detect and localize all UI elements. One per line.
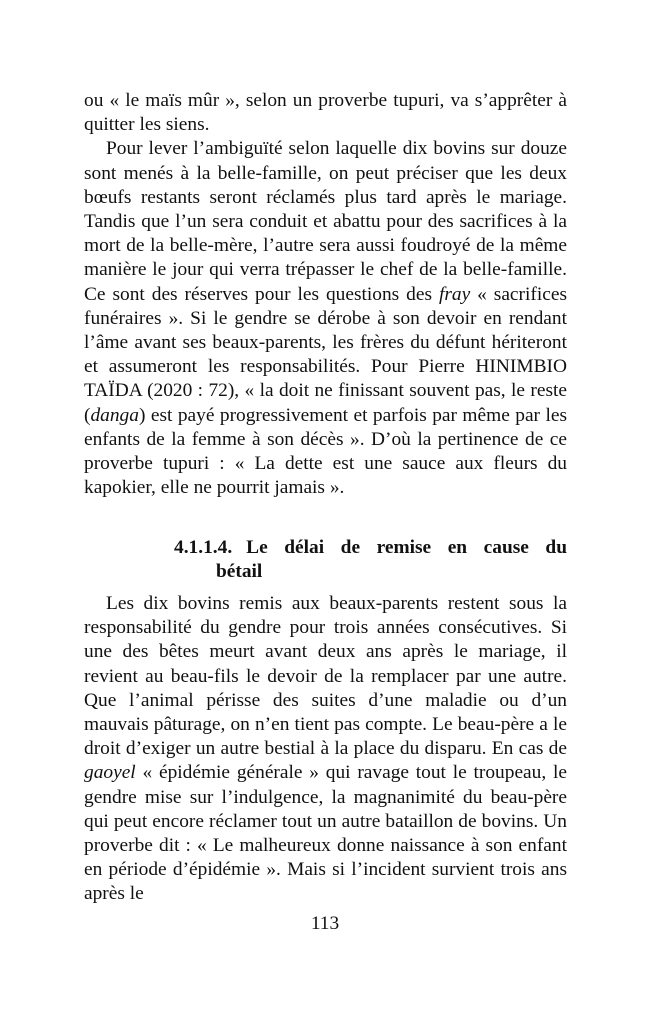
paragraph-text: « sacrifices funéraires ». Si le gendre se dérobe à son devoir en rendant l’âme avant ses beaux-parents, les frères du défunt hériteront et assumeront les responsabilités. Pour Pierre HINIMBIO TAÏDA (2020 : 72), « la doit ne finissant souvent pas, le reste ( <box>84 283 567 426</box>
paragraph-text: Les dix bovins remis aux beaux-parents restent sous la responsabilité du gendre pour trois années consécutives. Si une des bêtes meurt avant deux ans après le mariage, il revient au beau-fils le devoir de la remplacer par une autre. Que l’animal périsse des suites d’une maladie ou d’un mauvais pâturage, on n’en tient pas compte. Le beau-père a le droit d’exiger un autre bestial à la place du disparu. En cas de <box>84 593 567 760</box>
top-text-block <box>84 89 567 500</box>
paragraph-text: Pour lever l’ambiguïté selon laquelle dix bovins sur douze sont menés à la belle-famille, on peut préciser que les deux bœufs restants seront réclamés plus tard après le mariage. Tandis que l’un sera conduit et abattu pour des sacrifices à la mort de la belle-mère, l’autre sera aussi foudroyé de la même manière le jour qui verra trépasser le chef de la belle-famille. Ce sont des réserves pour les questions des <box>84 138 567 305</box>
section-title-part-1: Le délai de remise en cause du <box>246 537 567 558</box>
term-danga: danga <box>90 404 139 426</box>
section-title-part-2: bétail <box>216 561 263 583</box>
term-gaoyel: gaoyel <box>84 762 136 784</box>
section-heading <box>174 536 567 584</box>
paragraph-delay <box>84 592 567 907</box>
section-number: 4.1.1.4. <box>174 537 233 558</box>
paragraph-continuation: ou « le maïs mûr », selon un proverbe tupuri, va s’apprêter à quitter les siens. <box>84 90 567 136</box>
paragraph-text: « épidémie générale » qui ravage tout le troupeau, le gendre mise sur l’indulgence, la magnanimité du beau-père qui peut encore réclamer tout un autre bataillon de bovins. Un proverbe dit : « Le malheureux donne naissance à son enfant en période d’épidémie ». Mais si l’incident survient trois ans après le <box>84 762 567 905</box>
paragraph-ambiguity <box>84 137 567 500</box>
heading-line-1 <box>174 536 567 560</box>
term-fray: fray <box>438 283 471 305</box>
page-number: 113 <box>310 913 340 934</box>
bottom-text-block <box>84 592 567 907</box>
paragraph-text: ) est payé progressivement et parfois par même par les enfants de la femme à son décès ». D’où la pertinence de ce proverbe tupuri : « La dette est une sauce aux fleurs du kapokier, elle ne pourrit jamais ». <box>84 404 567 499</box>
